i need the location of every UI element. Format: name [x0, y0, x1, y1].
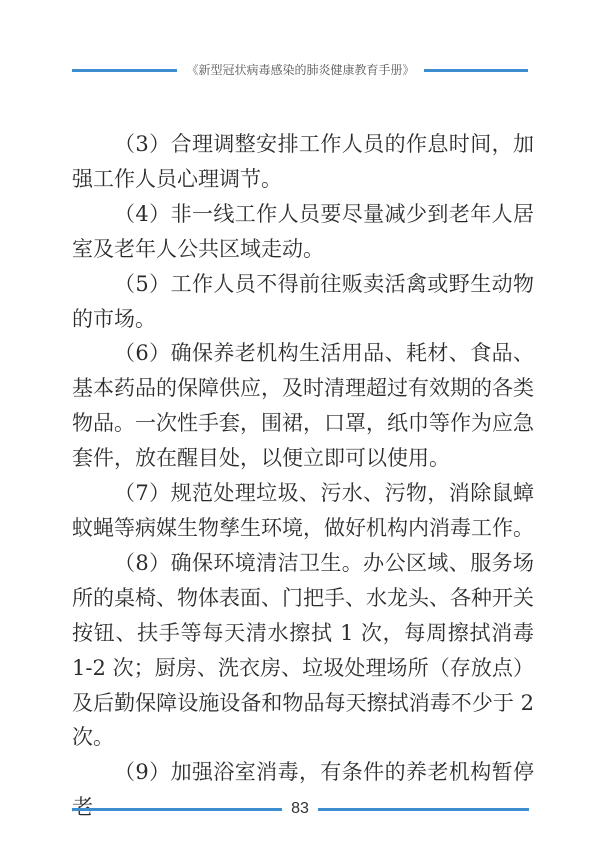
header-rule-right: [424, 69, 528, 72]
paragraph-item-6: （6）确保养老机构生活用品、耗材、食品、基本药品的保障供应，及时清理超过有效期的各类物品。一次性手套，围裙，口罩，纸巾等作为应急套件，放在醒目处，以便立即可以使用。: [72, 341, 534, 471]
paragraph-item-7: （7）规范处理垃圾、污水、污物，消除鼠蟑蚊蝇等病媒生物孳生环境，做好机构内消毒工作。: [72, 481, 534, 540]
footer-rule-left: [72, 808, 282, 811]
header-rule-left: [72, 69, 177, 72]
paragraph-item-9: （9）加强浴室消毒，有条件的养老机构暂停: [114, 760, 534, 785]
paragraph-item-3: （3）合理调整安排工作人员的作息时间，加强工作人员心理调节。: [72, 132, 534, 191]
paragraph-item-8: （8）确保环境清洁卫生。办公区域、服务场所的桌椅、物体表面、门把手、水龙头、各种开关按钮、扶手等每天清水擦拭 1 次，每周擦拭消毒 1-2 次；厨房、洗衣房、垃圾处理场所（存放点）及后勤保障设施设备和物品每天擦拭消毒不少于 2 次。: [72, 550, 534, 750]
running-header: [0, 60, 600, 80]
footer-rule-right: [318, 808, 529, 811]
page-footer: [0, 797, 600, 821]
paragraph-item-5: （5）工作人员不得前往贩卖活禽或野生动物的市场。: [72, 271, 534, 331]
header-title: 《新型冠状病毒感染的肺炎健康教育手册》: [186, 63, 415, 77]
body-text: [72, 127, 534, 825]
paragraph-item-4: （4）非一线工作人员要尽量减少到老年人居室及老年人公共区域走动。: [72, 201, 534, 261]
page-number: 83: [291, 800, 309, 817]
